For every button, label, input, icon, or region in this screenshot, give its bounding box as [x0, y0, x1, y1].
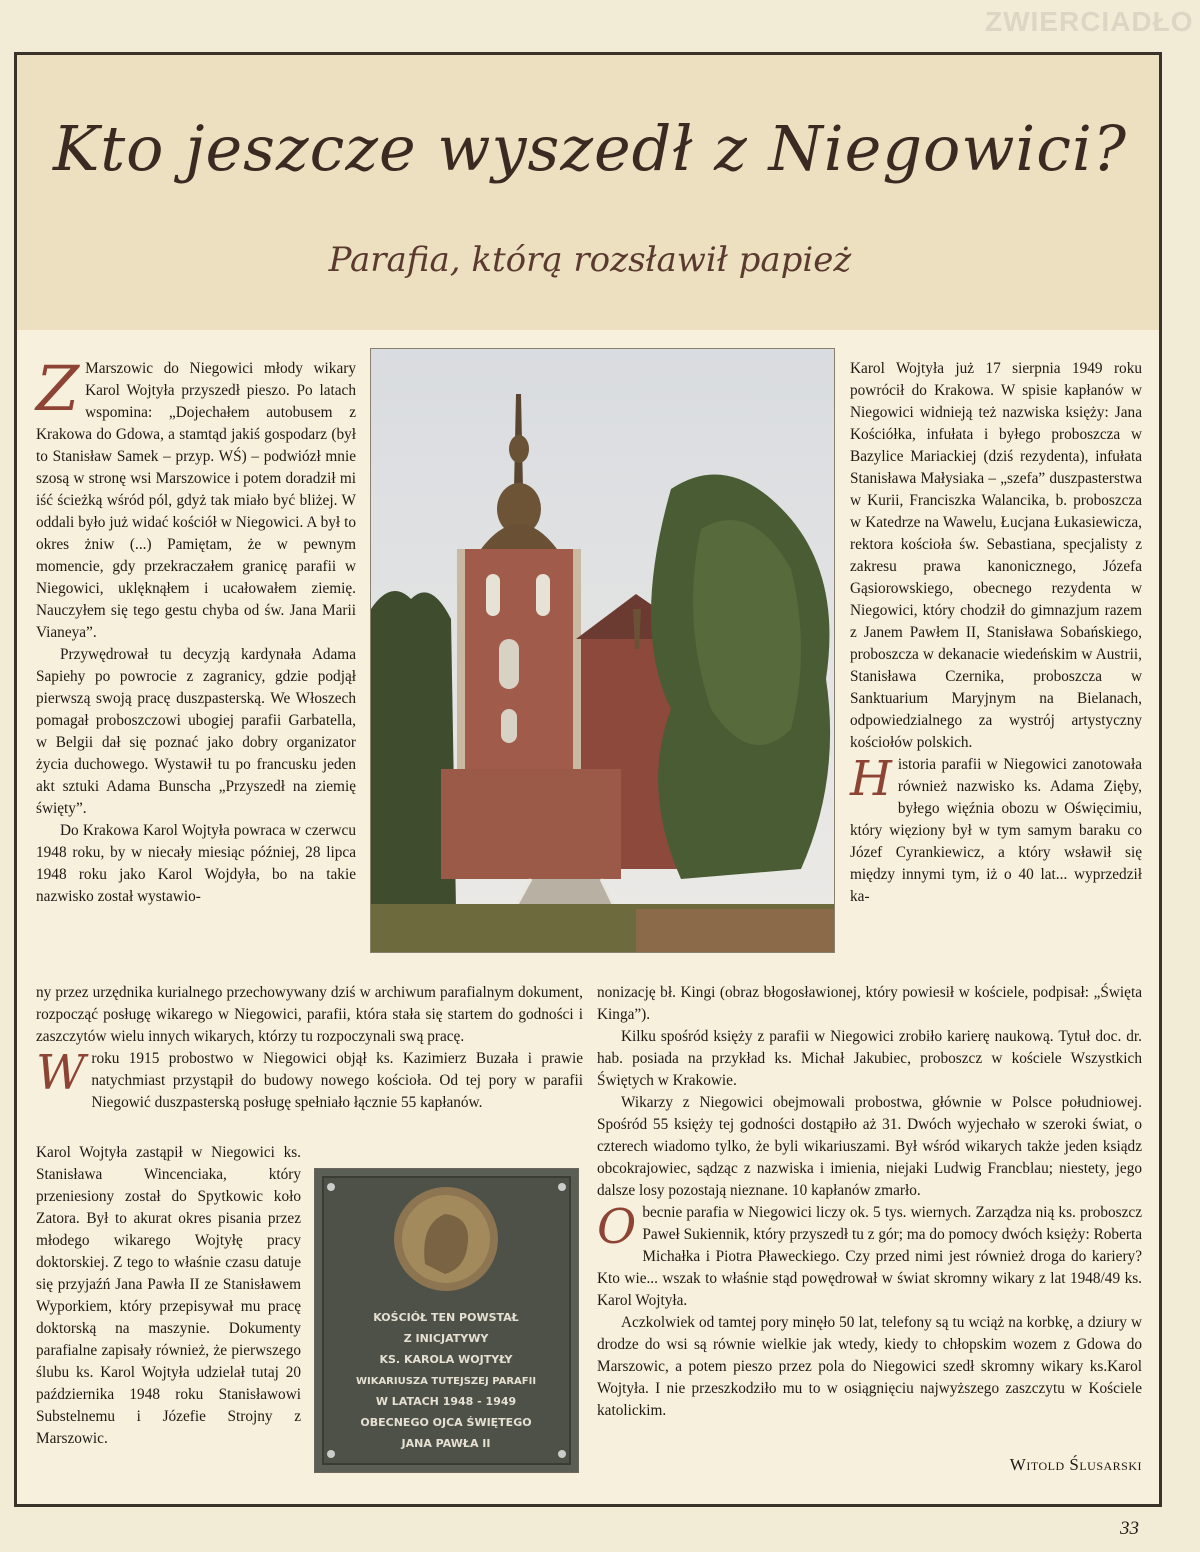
commemorative-plaque-photo — [314, 1168, 579, 1473]
plaque-line: W LATACH 1948 - 1949 — [375, 1395, 517, 1408]
drop-cap: O — [597, 1199, 637, 1255]
paragraph: Przywędrował tu decyzją kardynała Adama Sapiehy po powrocie z zagranicy, gdzie podjął pierwszą swoją pracę duszpasterską. We Włoszech pomagał proboszczowi ubogiej parafii Garbatella, w Belgii dał się poznać jako dobry organizator życia duchowego. Wystawił tu po francusku jeden akt sztuki Adama Bunscha „Przyszedł na ziemię święty”. — [36, 646, 356, 817]
plaque-line: KOŚCIÓŁ TEN POWSTAŁ — [373, 1311, 519, 1324]
plaque-line: OBECNEGO OJCA ŚWIĘTEGO — [360, 1416, 532, 1429]
col1-wide-text — [36, 982, 583, 1114]
author-signature: Witold Ślusarski — [1009, 1455, 1142, 1474]
paragraph: Historia parafii w Niegowici zanotowała również nazwisko ks. Adama Zięby, byłego więźnia obozu w Oświęcimiu, który więziony był w tym samym baraku co Józef Cyrankiewicz, a który wsławił się między innymi tym, iż o 40 lat... wyprzedził ka- — [850, 751, 1142, 905]
article-title: Kto jeszcze wyszedł z Niegowici? — [52, 112, 1128, 185]
paragraph: Wroku 1915 probostwo w Niegowici objął ks. Kazimierz Buzała i prawie natychmiast przystąpił do budowy nowego kościoła. Od tej pory w parafii Niegowić duszpasterską posługę spełniało łącznie 55 kapłanów. — [36, 1045, 583, 1111]
paragraph: Z Marszowic do Niegowici młody wikary Karol Wojtyła przyszedł pieszo. Po latach wspomina: „Dojechałem autobusem z Krakowa do Gdowa, a stamtąd jakiś gospodarz (był to Stanisław Samek – przyp. WŚ) – podwiózł mnie szosą w stronę wsi Marszowice i potem doradził mi iść ścieżką wśród pól, gdyż tak miało być bliżej. W oddali było już widać kościół w Niegowici. A był to okres żniw (...) Pamiętam, że w pewnym momencie, gdy przekraczałem granicę parafii w Niegowici, uklęknąłem i ucałowałem ziemię. Nauczyłem się tego gestu chyba od św. Jana Marii Vianeya”. — [36, 352, 356, 641]
page-number: 33 — [1120, 1518, 1139, 1539]
article-subtitle: Parafia, którą rozsławił papież — [328, 240, 852, 280]
plaque-line: WIKARIUSZA TUTEJSZEJ PARAFII — [355, 1376, 537, 1387]
paragraph: Karol Wojtyła już 17 sierpnia 1949 roku powrócił do Krakowa. W spisie kapłanów w Niegowici widnieją też nazwiska księży: Jana Kościółka, infułata i byłego proboszcza w Bazylice Mariackiej (dziś rezydenta), infułata Stanisława Małysiaka – „szefa” duszpasterstwa w Kurii, Franciszka Walancika, b. proboszcza w Katedrze na Wawelu, Łucjana Łukasiewicza, rektora kościoła św. Sebastiana, specjalisty z zakresu prawa kanonicznego, Józefa Gąsiorowskiego, obecnego rezydenta w Niegowici, który chodził do gimnazjum razem z Janem Pawłem II, Stanisława Sobańskiego, proboszcza w dekanacie wiedeńskim w Austrii, Stanisława Czernika, proboszcza w Sanktuarium Maryjnym na Bielanach, odpowiedzialnego za wystrój artystyczny kościołów polskich. — [850, 360, 1142, 751]
paragraph: Kilku spośród księży z parafii w Niegowici zrobiło karierę naukową. Tytuł doc. dr. hab. posiada na przykład ks. Michał Jakubiec, proboszcz w kościele Wszystkich Świętych w Krakowie. — [597, 1028, 1142, 1089]
col1-upper-text — [36, 352, 356, 908]
paragraph: Aczkolwiek od tamtej pory minęło 50 lat, telefony są tu wciąż na korbkę, a dziury w drodze do wsi są równie wielkie jak wtedy, kiedy to chłopskim wozem z Gdowa do Marszowic, a potem pieszo przez pola do Niegowici szedł skromny wikary ks.Karol Wojtyła. I nie przeszkodziło mu to w osiągnięciu najwyższego zaszczytu w Kościele katolickim. — [597, 1314, 1142, 1419]
col2-wide-text — [597, 982, 1142, 1422]
paragraph: nonizację bł. Kingi (obraz błogosławionej, który powiesił w kościele, podpisał: „Święta Kinga”). — [597, 984, 1142, 1023]
paragraph: Karol Wojtyła zastąpił w Niegowici ks. Stanisława Wincenciaka, który przeniesiony został do Spytkowic koło Zatora. Był to akurat okres pisania przez młodego wikarego Wojtyłę pracy doktorskiej. Z tego to właśnie czasu datuje się przyjaźń Jana Pawła II ze Stanisławem Wyporkiem, który przepisywał mu pracę doktorską na maszynie. Dokumenty parafialne zapisały również, że pierwszego ślubu ks. Karol Wojtyła udzielał tutaj 20 października 1948 roku Stanisławowi Substelnemu i Józefie Strojny z Marszowic. — [36, 1144, 301, 1447]
title-band — [17, 55, 1159, 330]
running-header: ZWIERCIADŁO — [985, 6, 1194, 37]
paragraph: Obecnie parafia w Niegowici liczy ok. 5 tys. wiernych. Zarządza nią ks. proboszcz Paweł Sukiennik, który przyszedł tu z gór; ma do pomocy dwóch księży: Roberta Michałka i Piotra Pławeckiego. Czy przed nimi jest również droga do kariery? Kto wie... wszak to właśnie stąd powędrował w świat skromny wikary z lat 1948/49 ks. Karol Wojtyła. — [597, 1199, 1142, 1309]
paragraph: Do Krakowa Karol Wojtyła powraca w czerwcu 1948 roku, by w niecały miesiąc później, 28 lipca 1948 roku jako Karol Wojdyła, bo na takie nazwisko został wystawio- — [36, 822, 356, 905]
drop-cap: Z — [36, 352, 80, 425]
plaque-line: Z INICJATYWY — [403, 1332, 489, 1345]
plaque-line: JANA PAWŁA II — [401, 1437, 491, 1450]
drop-cap: W — [36, 1045, 86, 1101]
col1-lower-text — [36, 1142, 301, 1450]
paragraph: ny przez urzędnika kurialnego przechowywany dziś w archiwum parafialnym dokument, rozpocząć posługę wikarego w Niegowici, parafii, która stała się startem do godności i zaszczytów wielu innych wikarych, którzy tu rozpoczynali swą pracę. — [36, 984, 583, 1045]
col2-upper-text — [850, 358, 1142, 908]
drop-cap: H — [850, 751, 892, 807]
church-photo — [370, 348, 835, 953]
paragraph: Wikarzy z Niegowici obejmowali probostwa, głównie w Polsce południowej. Spośród 55 księży tej godności dostąpiło aż 31. Dwóch wyjechało w szeroki świat, o czterech wiadomo tylko, że byli wikariuszami. Był wśród wikarych także jeden ksiądz obcokrajowiec, sądząc z nazwiska i imienia, niejaki Ludwig Francblau; niestety, jego dalsze losy pozostają nieznane. 10 kapłanów zmarło. — [597, 1094, 1142, 1199]
plaque-line: KS. KAROLA WOJTYŁY — [379, 1353, 513, 1366]
